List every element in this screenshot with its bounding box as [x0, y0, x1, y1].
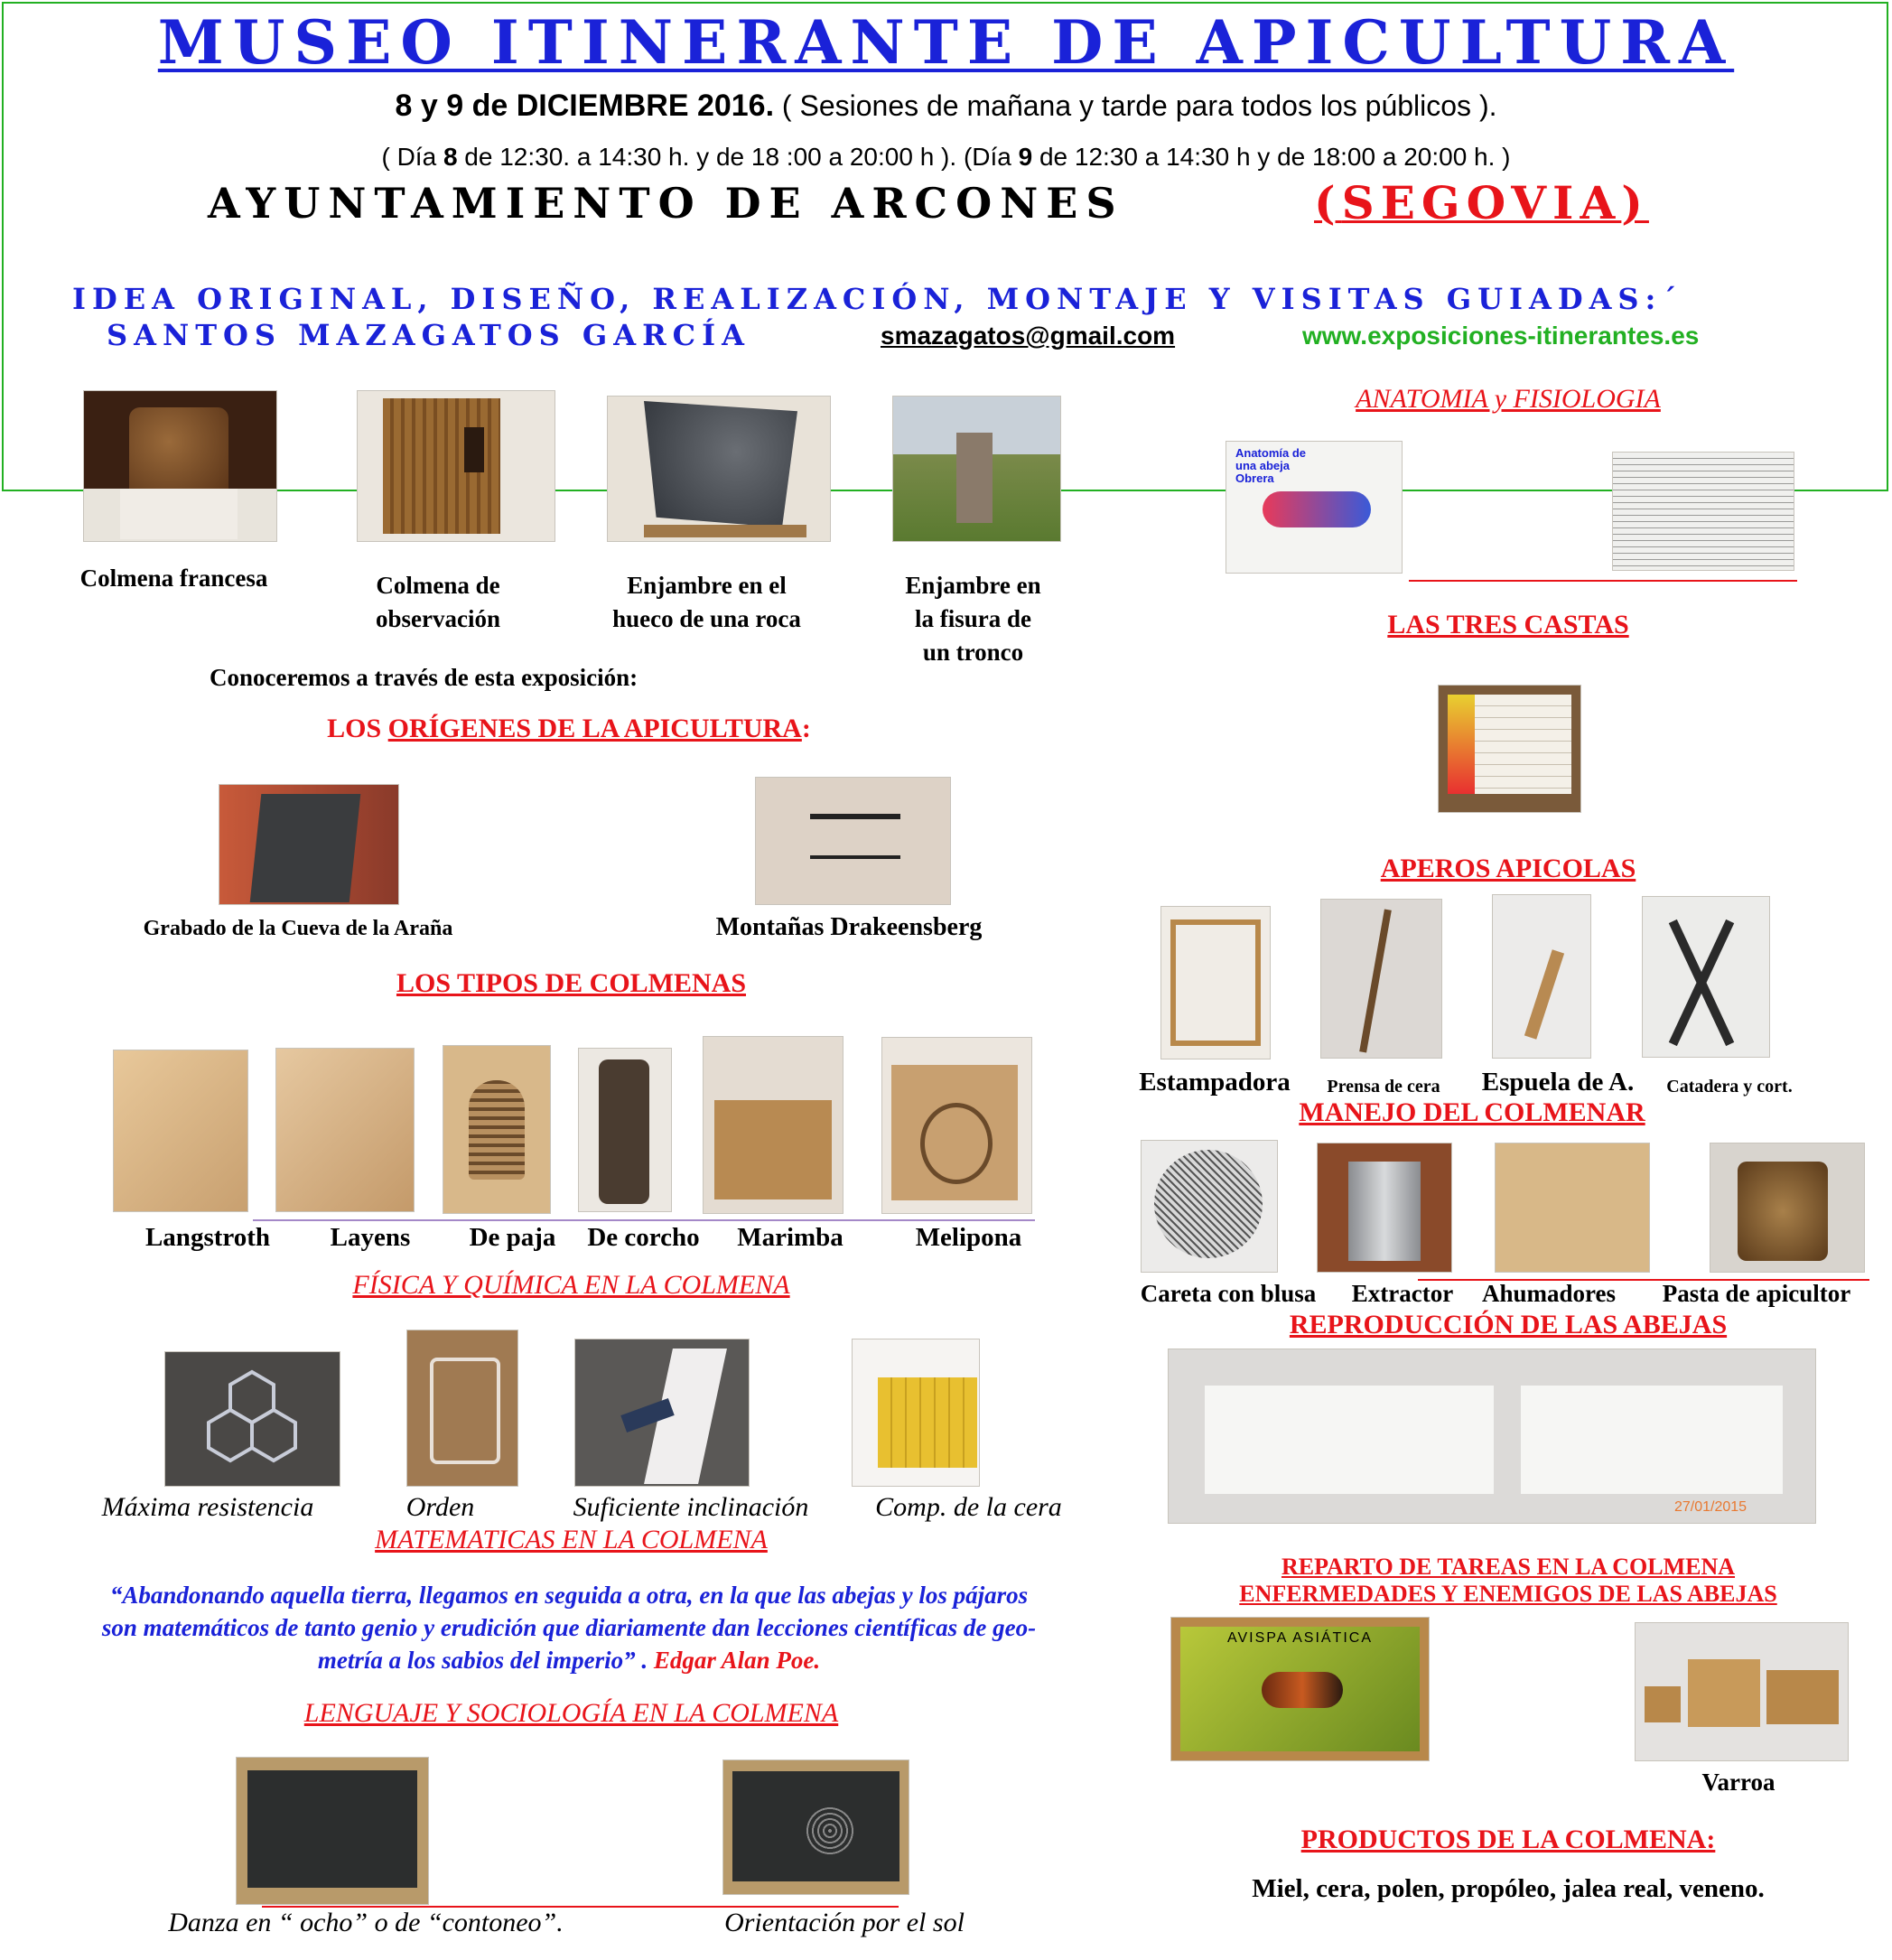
productos-list: Miel, cera, polen, propóleo, jalea real, veneno.	[1252, 1874, 1765, 1903]
photo-montanas-drakeensberg	[755, 777, 951, 905]
caption-colmena-observacion: Colmena de observación	[376, 572, 500, 632]
section-tres-castas: LAS TRES CASTAS	[1387, 610, 1629, 639]
photo-de-paja	[443, 1045, 551, 1214]
section-manejo: MANEJO DEL COLMENAR	[1299, 1097, 1645, 1127]
section-enfermedades: ENFERMEDADES Y ENEMIGOS DE LAS ABEJAS	[1239, 1581, 1777, 1607]
caption-orientacion: Orientación por el sol	[724, 1908, 965, 1937]
section-lenguaje: LENGUAJE Y SOCIOLOGÍA EN LA COLMENA	[303, 1698, 839, 1728]
caption-comp-cera: Comp. de la cera	[875, 1492, 1062, 1522]
photo-ahumadores	[1495, 1143, 1650, 1273]
section-anatomia: ANATOMIA y FISIOLOGIA	[1356, 384, 1661, 414]
section-productos: PRODUCTOS DE LA COLMENA:	[1300, 1825, 1716, 1854]
province-name: (SEGOVIA)	[1314, 176, 1649, 229]
divider-anatomia	[1409, 580, 1797, 582]
hexagon-icon	[165, 1352, 340, 1486]
caption-langstroth: Langstroth	[144, 1223, 271, 1252]
photo-extractor	[1317, 1143, 1452, 1273]
author-name: SANTOS MAZAGATOS GARCÍA	[107, 318, 750, 352]
caption-pasta: Pasta de apicultor	[1662, 1280, 1851, 1307]
caption-orden: Orden	[405, 1492, 475, 1522]
caption-varroa: Varroa	[1701, 1769, 1775, 1796]
caption-estampadora: Estampadora	[1139, 1068, 1291, 1097]
caption-prensa-cera: Prensa de cera	[1327, 1077, 1440, 1097]
photo-prensa-cera	[1320, 899, 1442, 1059]
caption-suficiente-inclinacion: Suficiente inclinación	[573, 1492, 809, 1522]
photo-maxima-resistencia	[164, 1351, 340, 1487]
intro-text: Conoceremos a través de esta exposición:	[210, 664, 638, 691]
photo-pasta	[1710, 1143, 1865, 1273]
caption-colmena-francesa: Colmena francesa	[79, 565, 268, 592]
photo-enjambre-tronco	[892, 396, 1061, 542]
caption-careta: Careta con blusa	[1140, 1280, 1317, 1307]
quote-author: Edgar Alan Poe.	[653, 1647, 821, 1674]
caption-espuela: Espuela de A.	[1481, 1068, 1635, 1097]
section-reparto: REPARTO DE TAREAS EN LA COLMENA	[1281, 1554, 1736, 1580]
credits-line: IDEA ORIGINAL, DISEÑO, REALIZACIÓN, MONTAJE Y VISITAS GUIADAS:´	[72, 282, 1683, 316]
section-matematicas: MATEMATICAS EN LA COLMENA	[375, 1525, 768, 1554]
caption-grabado-cueva: Grabado de la Cueva de la Araña	[143, 917, 453, 940]
section-aperos: APEROS APICOLAS	[1380, 854, 1636, 883]
caption-ahumadores: Ahumadores	[1481, 1280, 1617, 1307]
photo-tres-castas	[1438, 685, 1581, 813]
email-link[interactable]: smazagatos@gmail.com	[881, 322, 1176, 350]
poe-quote: “Abandonando aquella tierra, llegamos en seguida a otra, en la que las abejas y los pájaros son matemáticos de tanto genio y erudición que diariamente dan lecciones científicas de geo- metría a los sabios del imperio” . Edgar Alan Poe.	[101, 1582, 1037, 1674]
caption-enjambre-roca: Enjambre en el hueco de una roca	[612, 572, 801, 632]
caption-montanas: Montañas Drakeensberg	[715, 913, 983, 941]
photo-danza-ocho	[236, 1757, 429, 1905]
caption-melipona: Melipona	[915, 1223, 1022, 1252]
photo-marimba	[703, 1036, 843, 1214]
photo-estampadora	[1160, 906, 1271, 1059]
caption-catadera: Catadera y cort.	[1666, 1077, 1793, 1097]
caption-maxima-resistencia: Máxima resistencia	[101, 1492, 314, 1522]
ayuntamiento-name: AYUNTAMIENTO DE ARCONES	[208, 179, 1124, 228]
caption-extractor: Extractor	[1351, 1280, 1454, 1307]
event-date	[0, 89, 1892, 124]
section-fisica-quimica: FÍSICA Y QUÍMICA EN LA COLMENA	[352, 1270, 790, 1300]
caption-marimba: Marimba	[737, 1223, 843, 1252]
event-date-bold: 8 y 9 de DICIEMBRE 2016.	[395, 89, 775, 123]
photo-grabado-cueva	[219, 784, 399, 905]
caption-danza: Danza en “ ocho” o de “contoneo”.	[168, 1908, 564, 1937]
photo-layens	[275, 1048, 415, 1212]
event-hours: ( Día 8 de 12:30. a 14:30 h. y de 18 :00 a 20:00 h ). (Día 9 de 12:30 a 14:30 h y de 18:00 a 20:00 h. )	[381, 143, 1511, 171]
section-origenes: LOS ORÍGENES DE LA APICULTURA:	[327, 714, 811, 743]
photo-de-corcho	[578, 1048, 672, 1212]
photo-suficiente-inclinacion	[574, 1339, 750, 1487]
event-date-note: ( Sesiones de mañana y tarde para todos los públicos ).	[774, 89, 1497, 122]
photo-langstroth	[113, 1050, 248, 1212]
photo-catadera	[1642, 896, 1770, 1058]
section-tipos-colmenas: LOS TIPOS DE COLMENAS	[396, 968, 747, 998]
photo-orden	[406, 1330, 518, 1487]
photo-comp-cera	[852, 1339, 980, 1487]
photo-careta	[1141, 1140, 1278, 1273]
section-reproduccion: REPRODUCCIÓN DE LAS ABEJAS	[1289, 1310, 1728, 1339]
poster-title: MUSEO ITINERANTE DE APICULTURA	[157, 7, 1735, 78]
photo-espuela	[1492, 894, 1591, 1059]
caption-enjambre-tronco: Enjambre en la fisura de un tronco	[905, 572, 1041, 666]
photo-enjambre-roca	[607, 396, 831, 542]
photo-avispa-asiatica: AVISPA ASIÁTICA	[1170, 1617, 1430, 1761]
caption-de-paja: De paja	[469, 1223, 556, 1252]
photo-reproduccion: 27/01/2015	[1168, 1349, 1816, 1524]
photo-colmena-observacion	[357, 390, 555, 542]
photo-anatomia-poster: Anatomía de una abeja Obrera	[1226, 441, 1403, 574]
caption-de-corcho: De corcho	[587, 1223, 700, 1252]
photo-anatomia-legend	[1612, 452, 1794, 571]
photo-melipona	[881, 1037, 1032, 1214]
photo-colmena-francesa	[83, 390, 277, 542]
caption-layens: Layens	[330, 1223, 411, 1252]
photo-orientacion-sol	[722, 1759, 909, 1895]
photo-varroa	[1635, 1622, 1849, 1761]
website-link[interactable]: www.exposiciones-itinerantes.es	[1302, 322, 1700, 350]
